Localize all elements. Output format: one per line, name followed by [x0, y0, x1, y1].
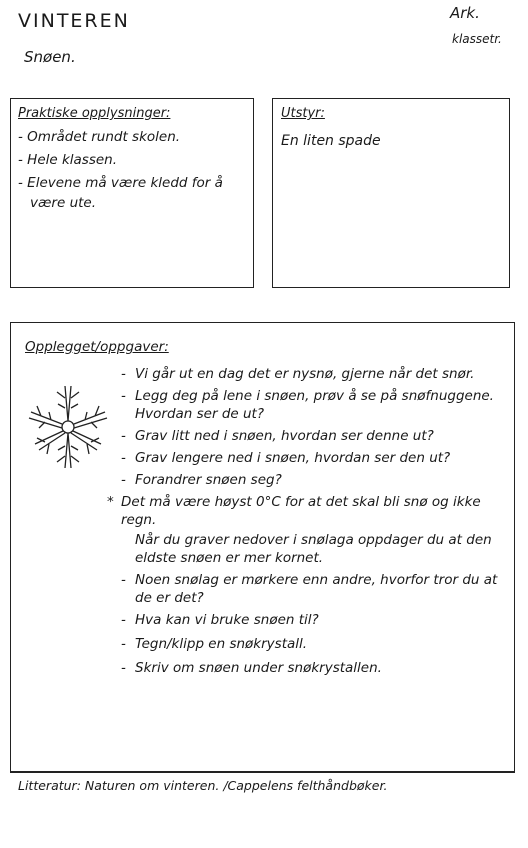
literature-reference: Litteratur: Naturen om vinteren. /Cappelens felthåndbøker. — [18, 778, 388, 793]
task-text: Grav litt ned i snøen, hvordan ser denne ut? — [135, 428, 434, 444]
list-item: - Hele klassen. — [18, 152, 118, 168]
list-marker: - — [121, 428, 126, 444]
list-marker: - — [121, 612, 126, 628]
list-item: - Elevene må være kledd for å være ute. — [18, 175, 223, 211]
practical-info-list — [18, 127, 246, 213]
list-marker: - — [121, 366, 126, 382]
list-marker: - — [121, 660, 126, 676]
list-marker: - — [121, 636, 126, 652]
literature-divider — [10, 772, 515, 773]
equipment-box — [272, 98, 510, 288]
list-item — [121, 365, 501, 383]
practical-info-box — [10, 98, 254, 288]
class-label: klassetr. — [452, 32, 502, 46]
list-item — [121, 449, 501, 467]
list-item — [121, 427, 501, 445]
task-text: Grav lengere ned i snøen, hvordan ser den ut? — [135, 450, 451, 466]
task-text: Forandrer snøen seg? — [135, 472, 282, 488]
equipment-item: En liten spade — [281, 133, 381, 149]
list-marker: - — [121, 572, 126, 588]
task-text: Skriv om snøen under snøkrystallen. — [135, 660, 382, 676]
list-item — [121, 659, 501, 677]
list-marker: * — [107, 494, 114, 510]
task-text: Vi går ut en dag det er nysnø, gjerne når det snør. — [135, 366, 475, 382]
page-subtitle: Snøen. — [24, 48, 76, 66]
list-item — [121, 471, 501, 489]
list-item — [121, 387, 501, 423]
practical-info-title: Praktiske opplysninger: — [18, 106, 171, 121]
list-marker: - — [121, 450, 126, 466]
list-item — [121, 611, 501, 629]
task-text: Hva kan vi bruke snøen til? — [135, 612, 319, 628]
sheet-label: Ark. — [450, 4, 480, 22]
list-item — [121, 531, 501, 567]
list-item — [121, 635, 501, 653]
list-item: - Området rundt skolen. — [18, 129, 181, 145]
list-marker: - — [121, 472, 126, 488]
list-item — [121, 571, 501, 607]
task-text: Når du graver nedover i snølaga oppdager du at den eldste snøen er mer kornet. — [135, 532, 492, 566]
page-title: VINTEREN — [18, 10, 130, 32]
equipment-title: Utstyr: — [281, 106, 325, 121]
tasks-box — [10, 322, 515, 772]
task-text: Det må være høyst 0°C for at det skal bli snø og ikke regn. — [121, 494, 481, 528]
list-marker: - — [121, 388, 126, 404]
task-text: Tegn/klipp en snøkrystall. — [135, 636, 308, 652]
task-list — [107, 365, 501, 679]
snowflake-icon — [19, 378, 117, 476]
list-item — [107, 493, 501, 529]
task-text: Noen snølag er mørkere enn andre, hvorfor tror du at de er det? — [135, 572, 498, 606]
tasks-title: Opplegget/oppgaver: — [25, 339, 169, 355]
task-text: Legg deg på lene i snøen, prøv å se på snøfnuggene. Hvordan ser de ut? — [135, 388, 494, 422]
